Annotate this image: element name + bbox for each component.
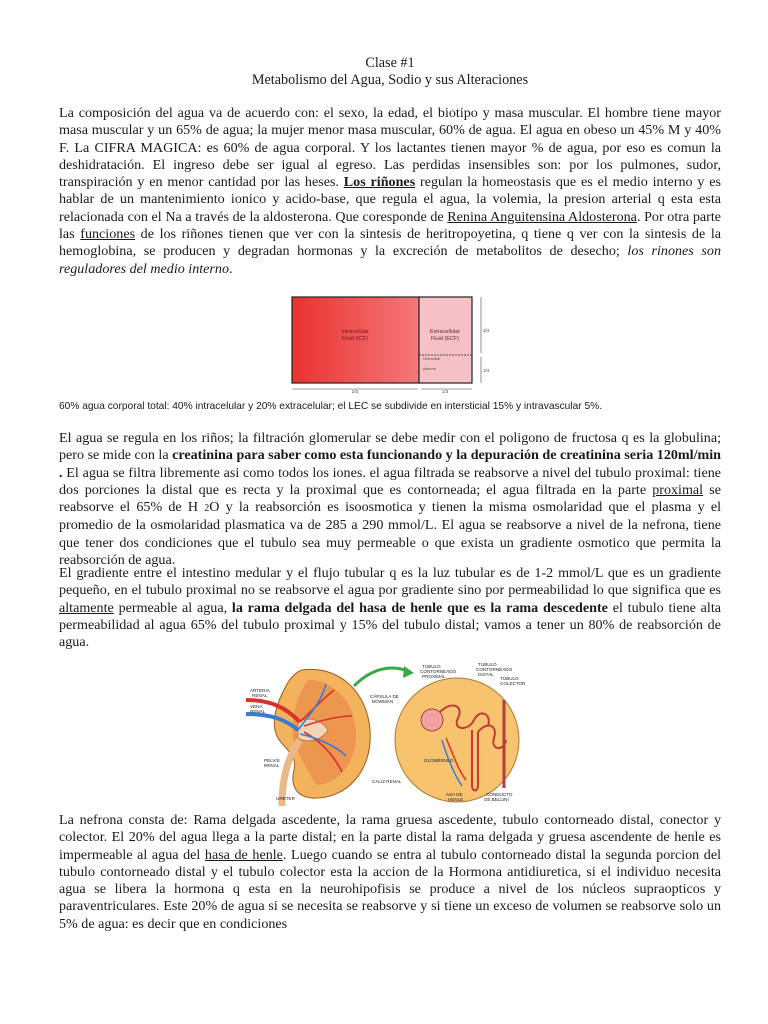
text-run: . Luego cuando se entra al tubulo contorneado distal la segunda porcion del tubulo contorneado distal y el tubulo colector esta la accion de la Hormona antidiuretica, si el individuo necesita agua se libera la hormona q esta en la neurohipofisis se produce a nivel de los núcleos supraopticos y paraventriculares. Este 20% de agua si se necesita se reabsorve y si tiene un exceso de volumen se reabsorve solo un 5% de agua: es decir que en condiciones bbox=[59, 846, 722, 932]
fluid-compartments-figure bbox=[284, 292, 496, 396]
label-proximal: TÚBULO bbox=[422, 664, 441, 669]
text-run: permeable al agua, bbox=[113, 599, 232, 616]
italic-phrase: los rinones son reguladores del medio interno bbox=[59, 243, 721, 277]
text-run: regulan la homeostasis que es el medio interno y es hablar de un mantenimiento ionico y acido-base, que regula el agua, la volemia, la presion arterial q esta esta relacionada con el Na a través de la aldosterona. Que coresponde de bbox=[59, 174, 721, 225]
glomerulus bbox=[421, 709, 443, 731]
label-colector: TÚBULO bbox=[500, 676, 519, 681]
label-pelvis: RENAL bbox=[264, 763, 280, 768]
nephron-zoom bbox=[395, 678, 519, 802]
document-title: Metabolismo del Agua, Sodio y sus Alteraciones bbox=[251, 72, 529, 88]
label-proximal: CONTORNEADO bbox=[420, 669, 457, 674]
text-run: el tubulo tiene alta permeabilidad al agua 65% del tubulo proximal y 15% del tubulo distal; vamos a tener un 80% de reabsorción de agua. bbox=[59, 599, 722, 651]
class-number: Clase #1 bbox=[365, 55, 415, 71]
paragraph-composition bbox=[59, 105, 721, 278]
text-run: . bbox=[229, 260, 233, 277]
plasma-label: plasma bbox=[423, 366, 436, 371]
underlined-term: altamente bbox=[59, 599, 114, 616]
kidney-nephron-illustration bbox=[242, 660, 532, 808]
bold-phrase: la rama delgada del hasa de henle que es la rama descedente bbox=[231, 599, 608, 616]
underlined-term: funciones bbox=[80, 226, 136, 243]
bold-phrase: creatinina para saber como esta funcionando y la depuración de creatinina seria 120ml/min . bbox=[59, 447, 721, 481]
text-run: El gradiente entre el intestino medular y el flujo tubular q es la luz tubular es de 1-2 mmol/L que es un gradiente pequeño, en el tubulo proximal no se reabsorve el agua por gradiente sino por permeabilidad lo que significa que es bbox=[59, 565, 721, 599]
text-run: O y la reabsorción es isoosmotica y tienen la misma osmolaridad que el plasma y el promedio de la osmolaridad plasmatica va de 285 a 290 mmol/L. El agua se reabsorve a nivel de la nefrona, tiene que tener dos condiciones que el tubulo sea muy permeable o que exista un gradiente osmotico que permita la reabsorción de agua. bbox=[59, 499, 722, 569]
text-run: El agua se regula en los riños; la filtración glomerular se debe medir con el poligono de fructosa q es la globulina; pero se mide con la bbox=[59, 430, 721, 464]
label-caliz: CALIZ RENAL bbox=[372, 779, 402, 784]
fraction-left: 2/3 bbox=[351, 389, 359, 394]
label-capsula: BOWMAN bbox=[372, 699, 394, 704]
label-distal: DISTAL bbox=[478, 672, 494, 677]
underlined-term: Renina Anguitensina Aldosterona bbox=[447, 208, 637, 225]
label-distal: TÚBULO bbox=[478, 662, 497, 667]
icf-label: Intracelular bbox=[341, 329, 369, 335]
text-run: . Por otra parte las bbox=[59, 208, 721, 243]
fraction-right: 1/3 bbox=[441, 389, 449, 394]
fraction-top: 3/4 bbox=[483, 328, 490, 333]
figure-caption: 60% agua corporal total: 40% intracelular y 20% extracelular; el LEC se subdivide en intersticial 15% y intravascular 5%. bbox=[59, 401, 603, 412]
paragraph-gradient bbox=[59, 565, 721, 651]
zoom-arrow bbox=[354, 668, 410, 686]
label-arteria: RENAL bbox=[252, 693, 268, 698]
text-run: se reabsorve el 65% de H bbox=[59, 481, 721, 516]
label-vena: RENAL bbox=[250, 709, 266, 714]
label-conducto: DE BELLINI bbox=[484, 797, 509, 802]
label-proximal: PROXIMAL bbox=[422, 674, 446, 679]
paragraph-nephron bbox=[59, 812, 721, 933]
ecf-label: Fluid (ECF) bbox=[430, 336, 460, 342]
label-distal: CONTORNEADO bbox=[476, 667, 513, 672]
underlined-term: proximal bbox=[652, 481, 704, 498]
fraction-bottom: 1/4 bbox=[483, 368, 490, 373]
text-run: La composición del agua va de acuerdo con: el sexo, la edad, el biotipo y masa muscular. El hombre tiene mayor masa muscular y un 65% de agua; la mujer menor masa muscular, 60% de agua. El agua en obeso un 45% M y 40% F. La CIFRA MAGICA: es 60% de agua corporal. Y los lactantes tienen mayor % de agua, por eso es comun la deshidratación. El ingreso debe ser igual al egreso. Las perdidas insensibles son: por los pulmones, sudor, transpiración y en menor cantidad por las heses. bbox=[59, 105, 721, 191]
subscript: 2 bbox=[204, 503, 210, 515]
label-arteria: ARTERIA bbox=[250, 688, 270, 693]
text-run: de los riñones tienen que ver con la sintesis de heritropoyetina, q tiene q ver con la sintesis de la hemoglobina, se producen y degradan hormonas y la excreción de metabolitos de desecho; bbox=[59, 226, 721, 260]
ecf-label: Extracellular bbox=[429, 329, 461, 335]
label-capsula: CÁPSULA DE bbox=[370, 694, 399, 699]
interstitial-label: Interstitial bbox=[423, 356, 441, 361]
label-vena: VENA bbox=[250, 704, 263, 709]
underlined-bold-term: Los riñones bbox=[343, 174, 416, 191]
label-asa: ASA DE bbox=[446, 792, 463, 797]
label-colector: COLECTOR bbox=[500, 681, 526, 686]
icf-label: Fluid (ICF) bbox=[342, 336, 368, 342]
text-run: La nefrona consta de: Rama delgada ascedente, la rama gruesa ascedente, tubulo contorneado distal, conector y colector. El 20% del agua llega a la parte distal; en la parte distal la rama delgada y gruesa ascendente de henle es impermeable al agua del bbox=[59, 812, 721, 863]
text-run: El agua se filtra libremente asi como todos los iones. el agua filtrada se reabsorve a nivel del tubulo proximal: tiene dos porciones la distal que es recta y la proximal que es contorneada; el agua filtrada en la parte bbox=[59, 464, 721, 498]
underlined-term: hasa de henle bbox=[204, 846, 283, 863]
label-asa: HENLE bbox=[448, 797, 464, 802]
label-ureter: URETER bbox=[276, 796, 295, 801]
label-conducto: CONDUCTO bbox=[486, 792, 513, 797]
label-pelvis: PELVIS bbox=[264, 758, 280, 763]
label-glomerulo: GLOMÉRULO bbox=[424, 758, 454, 763]
paragraph-regulation bbox=[59, 430, 721, 569]
